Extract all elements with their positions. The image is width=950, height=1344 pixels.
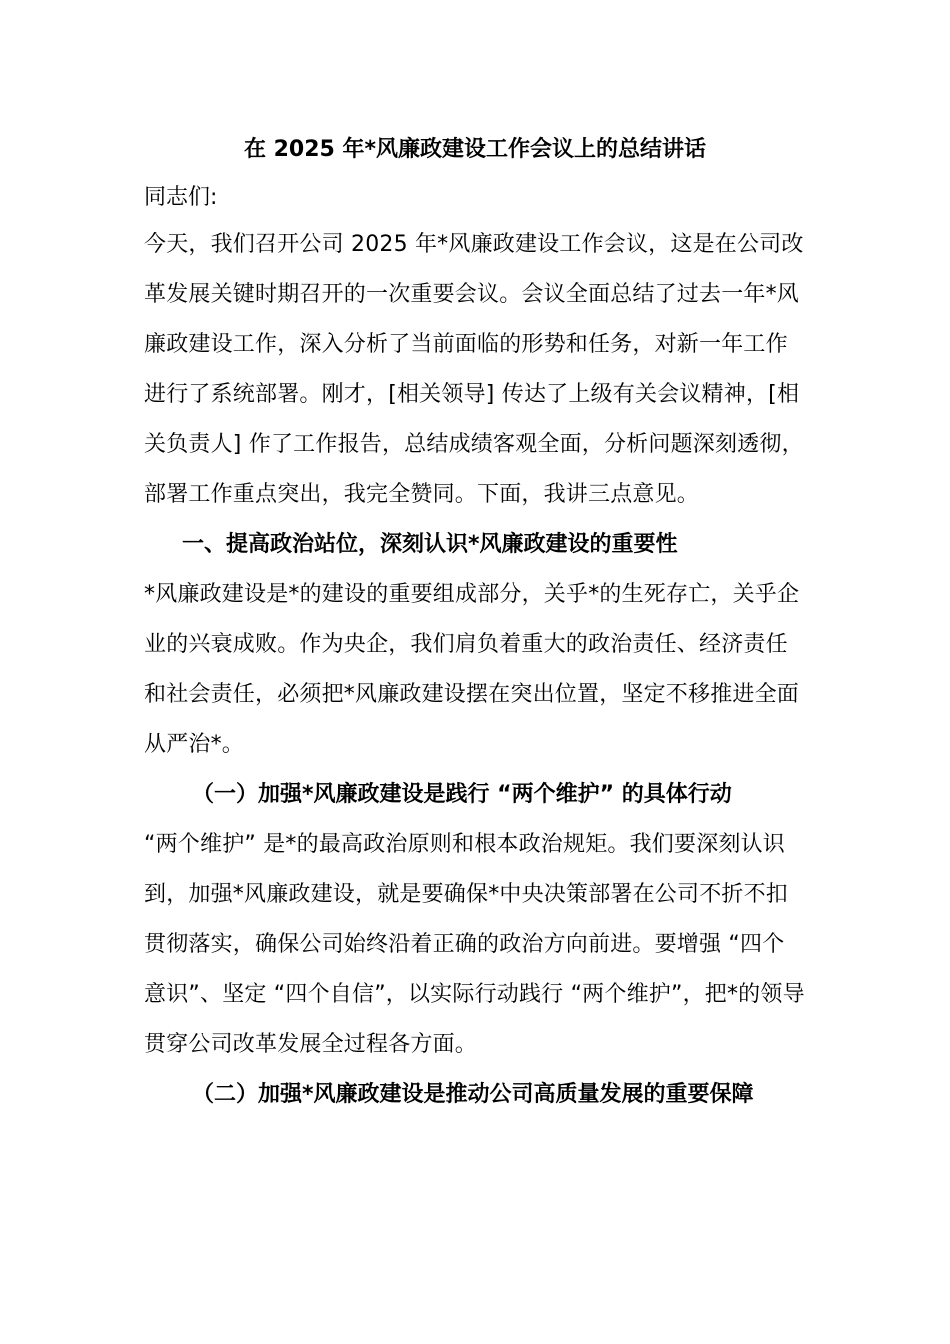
subsection-1-paragraph: “两个维护” 是*的最高政治原则和根本政治规矩。我们要深刻认识到，加强*风廉政建设，就是要确保*中央决策部署在公司不折不扣贯彻落实，确保公司始终沿着正确的政治方向前进。要增强 “四个意识”、坚定 “四个自信”，以实际行动践行 “两个维护”，把*的领导贯穿公司改革发展全过程各方面。 xyxy=(144,832,805,1057)
salutation: 同志们: xyxy=(144,185,218,210)
subsection-1-heading: （一）加强*风廉政建设是践行 “两个维护” 的具体行动 xyxy=(192,782,732,807)
section-1-heading: 一、提高政治站位，深刻认识*风廉政建设的重要性 xyxy=(182,532,678,557)
subsection-2-heading: （二）加强*风廉政建设是推动公司高质量发展的重要保障 xyxy=(192,1082,754,1107)
section-1-paragraph: *风廉政建设是*的建设的重要组成部分，关乎*的生死存亡，关乎企业的兴衰成败。作为央企，我们肩负着重大的政治责任、经济责任和社会责任，必须把*风廉政建设摆在突出位置，坚定不移推进全面从严治*。 xyxy=(144,582,800,757)
intro-paragraph: 今天，我们召开公司 2025 年*风廉政建设工作会议，这是在公司改革发展关键时期召开的一次重要会议。会议全面总结了过去一年*风廉政建设工作，深入分析了当前面临的形势和任务，对新一年工作进行了系统部署。刚才，[相关领导] 传达了上级有关会议精神，[相关负责人] 作了工作报告，总结成绩客观全面，分析问题深刻透彻，部署工作重点突出，我完全赞同。下面，我讲三点意见。 xyxy=(144,232,804,507)
document-body xyxy=(144,124,806,1120)
document-title: 在 2025 年*风廉政建设工作会议上的总结讲话 xyxy=(243,137,707,162)
